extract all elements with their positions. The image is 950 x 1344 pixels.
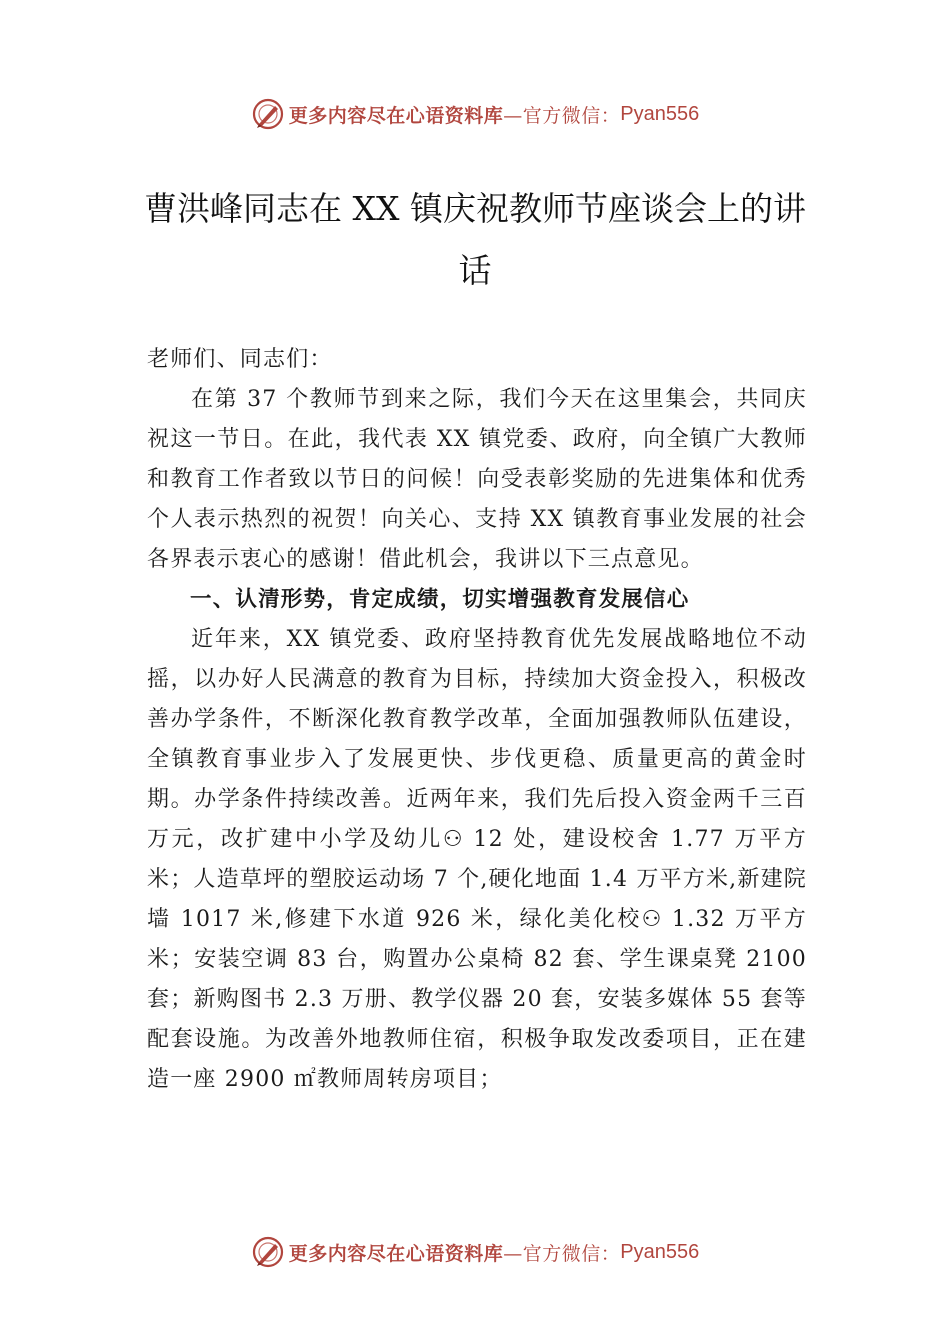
banner-title: 更多内容尽在心语资料库 [288, 1242, 504, 1265]
pen-logo-icon [251, 97, 285, 131]
header-banner [0, 94, 950, 134]
banner-wechat-id: Pyan556 [620, 1240, 700, 1263]
banner-wechat-id: Pyan556 [620, 102, 700, 125]
banner-subtitle: —官方微信： [503, 104, 621, 127]
document-title: 曹洪峰同志在 XX 镇庆祝教师节座谈会上的讲话 [144, 189, 806, 290]
pen-logo-icon [251, 1235, 285, 1269]
banner-subtitle: —官方微信： [503, 1242, 621, 1265]
footer-banner [0, 1232, 950, 1272]
paragraph-intro: 在第 37 个教师节到来之际，我们今天在这里集会，共同庆祝这一节日。在此，我代表 XX 镇党委、政府，向全镇广大教师和教育工作者致以节日的问候！向受表彰奖励的先进集体和优秀个人表示热烈的祝贺！向关心、支持 XX 镇教育事业发展的社会各界表示衷心的感谢！借此机会，我讲以下三点意见。 [147, 387, 807, 572]
document-body [147, 340, 807, 1100]
paragraph-body: 近年来，XX 镇党委、政府坚持教育优先发展战略地位不动摇，以办好人民满意的教育为目标，持续加大资金投入，积极改善办学条件，不断深化教育教学改革，全面加强教师队伍建设，全镇教育事业步入了发展更快、步伐更稳、质量更高的黄金时期。办学条件持续改善。近两年来，我们先后投入资金两千三百万元，改扩建中小学及幼儿⚇ 12 处，建设校舍 1.77 万平方米；人造草坪的塑胶运动场 7 个,硬化地面 1.4 万平方米,新建院墙 1017 米,修建下水道 926 米，绿化美化校⚇ 1.32 万平方米；安装空调 83 台，购置办公桌椅 82 套、学生课桌凳 2100 套；新购图书 2.3 万册、教学仪器 20 套，安装多媒体 55 套等配套设施。为改善外地教师住宿，积极争取发改委项目，正在建造一座 2900 ㎡教师周转房项目； [147, 627, 807, 1092]
salutation: 老师们、同志们： [147, 347, 333, 372]
banner-title: 更多内容尽在心语资料库 [288, 104, 504, 127]
section-heading: 一、认清形势，肯定成绩，切实增强教育发展信心 [190, 587, 690, 612]
